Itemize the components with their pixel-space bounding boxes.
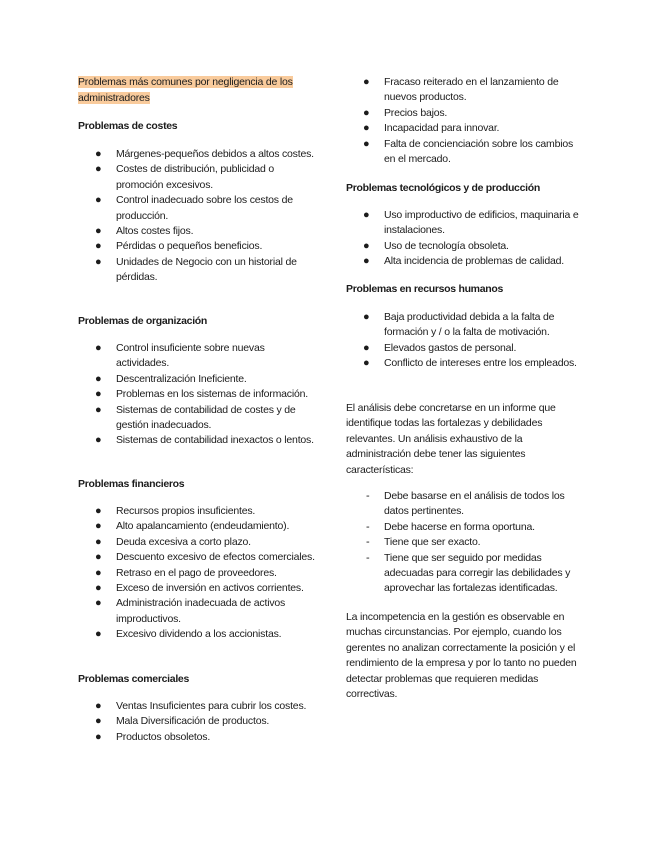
list-item xyxy=(78,239,320,254)
bullet-icon: ● xyxy=(95,700,102,712)
list-item xyxy=(346,75,586,106)
bullet-icon: ● xyxy=(363,341,370,354)
bullet-icon: ● xyxy=(95,255,102,268)
title-highlight: Problemas más comunes por negligencia de los administradores xyxy=(78,76,293,104)
bullet-icon: ● xyxy=(95,730,102,743)
list-item-text: Fracaso reiterado en el lanzamiento de nuevos productos. xyxy=(384,76,559,104)
list-item xyxy=(78,596,320,627)
list-item-text: Control inadecuado sobre los cestos de producción. xyxy=(116,194,293,222)
list-item-text: Excesivo dividendo a los accionistas. xyxy=(116,628,282,641)
heading-costes: Problemas de costes xyxy=(78,120,178,132)
list-humanos xyxy=(346,310,586,372)
heading-comerciales: Problemas comerciales xyxy=(78,673,190,685)
list-item xyxy=(346,489,586,520)
list-item xyxy=(346,121,586,136)
list-item xyxy=(78,433,320,448)
list-item-text: Deuda excesiva a corto plazo. xyxy=(116,535,251,548)
list-item-text: Descentralización Ineficiente. xyxy=(116,372,247,385)
list-item-text: Recursos propios insuficientes. xyxy=(116,505,256,517)
list-costes xyxy=(78,147,320,286)
list-item-text: Costes de distribución, publicidad o promoción excesivos. xyxy=(116,163,274,191)
list-item xyxy=(346,551,586,597)
list-item xyxy=(78,550,320,565)
bullet-icon: ● xyxy=(95,148,102,160)
bullet-icon: ● xyxy=(95,551,102,564)
bullet-icon: ● xyxy=(363,357,370,370)
list-tecnologicos xyxy=(346,208,586,270)
bullet-icon: ● xyxy=(95,194,102,207)
list-item xyxy=(78,403,320,434)
bullet-icon: ● xyxy=(95,715,102,728)
list-item xyxy=(78,255,320,286)
list-item-text: Productos obsoletos. xyxy=(116,730,211,743)
list-item xyxy=(78,224,320,239)
list-comerciales-continued xyxy=(346,75,586,167)
bullet-icon: ● xyxy=(363,76,370,88)
list-item xyxy=(78,519,320,534)
list-item xyxy=(346,535,586,550)
bullet-icon: ● xyxy=(95,520,102,533)
bullet-icon: ● xyxy=(95,372,102,385)
list-item xyxy=(346,239,586,254)
list-item-text: Ventas Insuficientes para cubrir los costes. xyxy=(116,700,307,712)
list-item xyxy=(78,162,320,193)
dash-bullet-icon: - xyxy=(366,520,370,533)
list-item xyxy=(78,387,320,402)
bullet-icon: ● xyxy=(95,597,102,610)
list-item xyxy=(78,341,320,372)
list-item-text: Debe hacerse en forma oportuna. xyxy=(384,520,535,533)
list-item-text: Conflicto de intereses entre los empleados. xyxy=(384,357,577,370)
bullet-icon: ● xyxy=(95,388,102,401)
list-financieros xyxy=(78,504,320,643)
list-item xyxy=(346,310,586,341)
dash-bullet-icon: - xyxy=(366,551,370,564)
list-item xyxy=(346,520,586,535)
list-item-text: Uso de tecnología obsoleta. xyxy=(384,239,509,252)
list-item-text: Control insuficiente sobre nuevas actividades. xyxy=(116,342,265,370)
list-item-text: Retraso en el pago de proveedores. xyxy=(116,566,277,579)
list-item-text: Uso improductivo de edificios, maquinaria e instalaciones. xyxy=(384,209,579,237)
list-item-text: Altos costes fijos. xyxy=(116,225,194,238)
list-item xyxy=(78,627,320,642)
list-item-text: Unidades de Negocio con un historial de pérdidas. xyxy=(116,255,297,284)
bullet-icon: ● xyxy=(95,163,102,176)
bullet-icon: ● xyxy=(363,255,370,268)
bullet-icon: ● xyxy=(363,209,370,221)
document-title xyxy=(78,74,320,106)
list-item xyxy=(346,208,586,239)
list-item xyxy=(78,147,320,162)
bullet-icon: ● xyxy=(95,225,102,238)
bullet-icon: ● xyxy=(95,566,102,579)
dash-bullet-icon: - xyxy=(366,490,370,502)
bullet-icon: ● xyxy=(363,106,370,119)
list-item-text: Incapacidad para innovar. xyxy=(384,122,500,135)
bullet-icon: ● xyxy=(95,240,102,253)
bullet-icon: ● xyxy=(95,403,102,416)
list-item xyxy=(78,730,306,745)
list-item xyxy=(346,137,586,168)
list-item xyxy=(78,504,320,519)
analysis-paragraph: El análisis debe concretarse en un informe que identifique todas las fortalezas y debilidades relevantes. Un análisis exhaustivo de la administración debe tener las siguientes características: xyxy=(346,402,556,476)
bullet-icon: ● xyxy=(95,535,102,548)
list-item-text: Pérdidas o pequeños beneficios. xyxy=(116,240,263,253)
list-item-text: Exceso de inversión en activos corrientes. xyxy=(116,582,304,595)
bullet-icon: ● xyxy=(363,122,370,135)
list-item xyxy=(78,535,320,550)
bullet-icon: ● xyxy=(95,628,102,641)
dash-bullet-icon: - xyxy=(366,536,370,549)
bullet-icon: ● xyxy=(95,434,102,447)
bullet-icon: ● xyxy=(363,311,370,323)
list-item xyxy=(78,699,306,714)
list-item xyxy=(346,356,586,371)
bullet-icon: ● xyxy=(363,239,370,252)
list-characteristics xyxy=(346,489,586,597)
list-item-text: Tiene que ser exacto. xyxy=(384,536,481,549)
list-item-text: Elevados gastos de personal. xyxy=(384,341,517,354)
list-item xyxy=(346,254,586,269)
list-item xyxy=(78,372,320,387)
list-item xyxy=(346,341,586,356)
list-item xyxy=(78,193,320,224)
bullet-icon: ● xyxy=(95,342,102,354)
list-item-text: Falta de concienciación sobre los cambios en el mercado. xyxy=(384,137,574,166)
list-item-text: Baja productividad debida a la falta de formación y / o la falta de motivación. xyxy=(384,311,555,339)
list-item-text: Sistemas de contabilidad inexactos o lentos. xyxy=(116,434,314,447)
list-item-text: Márgenes-pequeños debidos a altos costes. xyxy=(116,148,314,160)
list-item-text: Problemas en los sistemas de información. xyxy=(116,388,308,401)
list-item xyxy=(78,566,320,581)
list-organizacion xyxy=(78,341,320,449)
list-item-text: Administración inadecuada de activos improductivos. xyxy=(116,597,286,625)
list-item-text: Alto apalancamiento (endeudamiento). xyxy=(116,520,290,533)
list-item-text: Descuento excesivo de efectos comerciales. xyxy=(116,551,315,564)
bullet-icon: ● xyxy=(95,505,102,517)
bullet-icon: ● xyxy=(363,137,370,150)
list-item xyxy=(346,106,586,121)
bullet-icon: ● xyxy=(95,582,102,595)
list-item-text: Alta incidencia de problemas de calidad. xyxy=(384,255,564,268)
incompetence-paragraph: La incompetencia en la gestión es observable en muchas circunstancias. Por ejemplo, cuando los gerentes no analizan correctamente la posición y el rendimiento de la empresa y por lo tanto no pueden detectar problemas que requieren medidas correctivas. xyxy=(346,611,577,701)
heading-humanos: Problemas en recursos humanos xyxy=(346,283,504,295)
list-item-text: Mala Diversificación de productos. xyxy=(116,715,270,728)
list-comerciales xyxy=(78,699,306,745)
heading-financieros: Problemas financieros xyxy=(78,478,185,490)
heading-tecnologicos: Problemas tecnológicos y de producción xyxy=(346,182,540,194)
list-item xyxy=(78,714,306,729)
list-item-text: Tiene que ser seguido por medidas adecuadas para corregir las debilidades y aprovechar las fortalezas identificadas. xyxy=(384,551,571,595)
list-item-text: Debe basarse en el análisis de todos los datos pertinentes. xyxy=(384,490,565,518)
list-item-text: Precios bajos. xyxy=(384,106,448,119)
list-item-text: Sistemas de contabilidad de costes y de gestión inadecuados. xyxy=(116,403,296,432)
heading-organizacion: Problemas de organización xyxy=(78,315,208,327)
list-item xyxy=(78,581,320,596)
